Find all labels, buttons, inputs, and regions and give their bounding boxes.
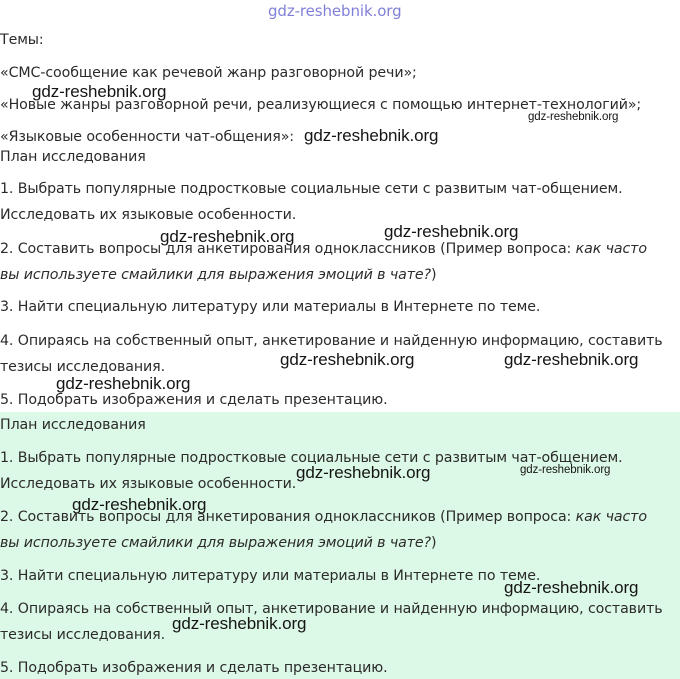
plan-step-4-cont: тезисы исследования. <box>0 627 165 643</box>
plan-step-2-example: как часто <box>575 241 647 257</box>
plan-step-2-text: 2. Составить вопросы для анкетирования одноклассников (Пример вопроса: <box>0 241 576 257</box>
header-watermark[interactable]: gdz-reshebnik.org <box>268 2 402 20</box>
watermark-text: gdz-reshebnik.org <box>296 463 431 482</box>
plan-step-2-example-cont: вы используете смайлики для выражения эмоций в чате? <box>0 267 431 283</box>
watermark-text: gdz-reshebnik.org <box>504 350 639 369</box>
topic-item: «СМС-сообщение как речевой жанр разговорной речи»; <box>0 65 417 81</box>
watermark-text: gdz-reshebnik.org <box>56 374 191 393</box>
plan-step-2-close: ) <box>430 267 437 283</box>
topic-item: «Языковые особенности чат-общения»: <box>0 129 294 145</box>
topics-heading: Темы: <box>0 32 44 48</box>
plan-step-2-text: 2. Составить вопросы для анкетирования одноклассников (Пример вопроса: <box>0 509 576 525</box>
watermark-text: gdz-reshebnik.org <box>160 227 295 246</box>
watermark-text: gdz-reshebnik.org <box>72 495 207 514</box>
plan-step-4-cont: тезисы исследования. <box>0 359 165 375</box>
plan-step-4: 4. Опираясь на собственный опыт, анкетирование и найденную информацию, составить <box>0 333 663 349</box>
watermark-text: gdz-reshebnik.org <box>304 126 439 145</box>
plan-step-3: 3. Найти специальную литературу или материалы в Интернете по теме. <box>0 568 541 584</box>
plan-step-2 <box>0 240 647 258</box>
plan-step-2-cont <box>0 266 436 284</box>
watermark-text: gdz-reshebnik.org <box>528 111 619 123</box>
plan-step-1: 1. Выбрать популярные подростковые социальные сети с развитым чат-общением. <box>0 181 623 197</box>
plan-heading: План исследования <box>0 417 146 433</box>
plan-step-5: 5. Подобрать изображения и сделать презентацию. <box>0 392 388 408</box>
plan-step-2-example: как часто <box>575 509 647 525</box>
plan-step-2-close: ) <box>430 535 437 551</box>
plan-step-5: 5. Подобрать изображения и сделать презентацию. <box>0 660 388 676</box>
plan-heading: План исследования <box>0 149 146 165</box>
plan-step-4: 4. Опираясь на собственный опыт, анкетирование и найденную информацию, составить <box>0 601 663 617</box>
plan-step-1: 1. Выбрать популярные подростковые социальные сети с развитым чат-общением. <box>0 450 623 466</box>
plan-step-1-cont: Исследовать их языковые особенности. <box>0 476 297 492</box>
watermark-text: gdz-reshebnik.org <box>172 614 307 633</box>
plan-step-3: 3. Найти специальную литературу или материалы в Интернете по теме. <box>0 299 541 315</box>
plan-step-1-cont: Исследовать их языковые особенности. <box>0 207 297 223</box>
watermark-text: gdz-reshebnik.org <box>280 350 415 369</box>
topic-item: «Новые жанры разговорной речи, реализующиеся с помощью интернет-технологий»; <box>0 97 642 113</box>
watermark-text: gdz-reshebnik.org <box>32 82 167 101</box>
plan-step-2-cont <box>0 534 436 552</box>
plan-step-2-example-cont: вы используете смайлики для выражения эмоций в чате? <box>0 535 431 551</box>
watermark-text: gdz-reshebnik.org <box>384 222 519 241</box>
watermark-text: gdz-reshebnik.org <box>520 464 611 476</box>
watermark-text: gdz-reshebnik.org <box>504 578 639 597</box>
